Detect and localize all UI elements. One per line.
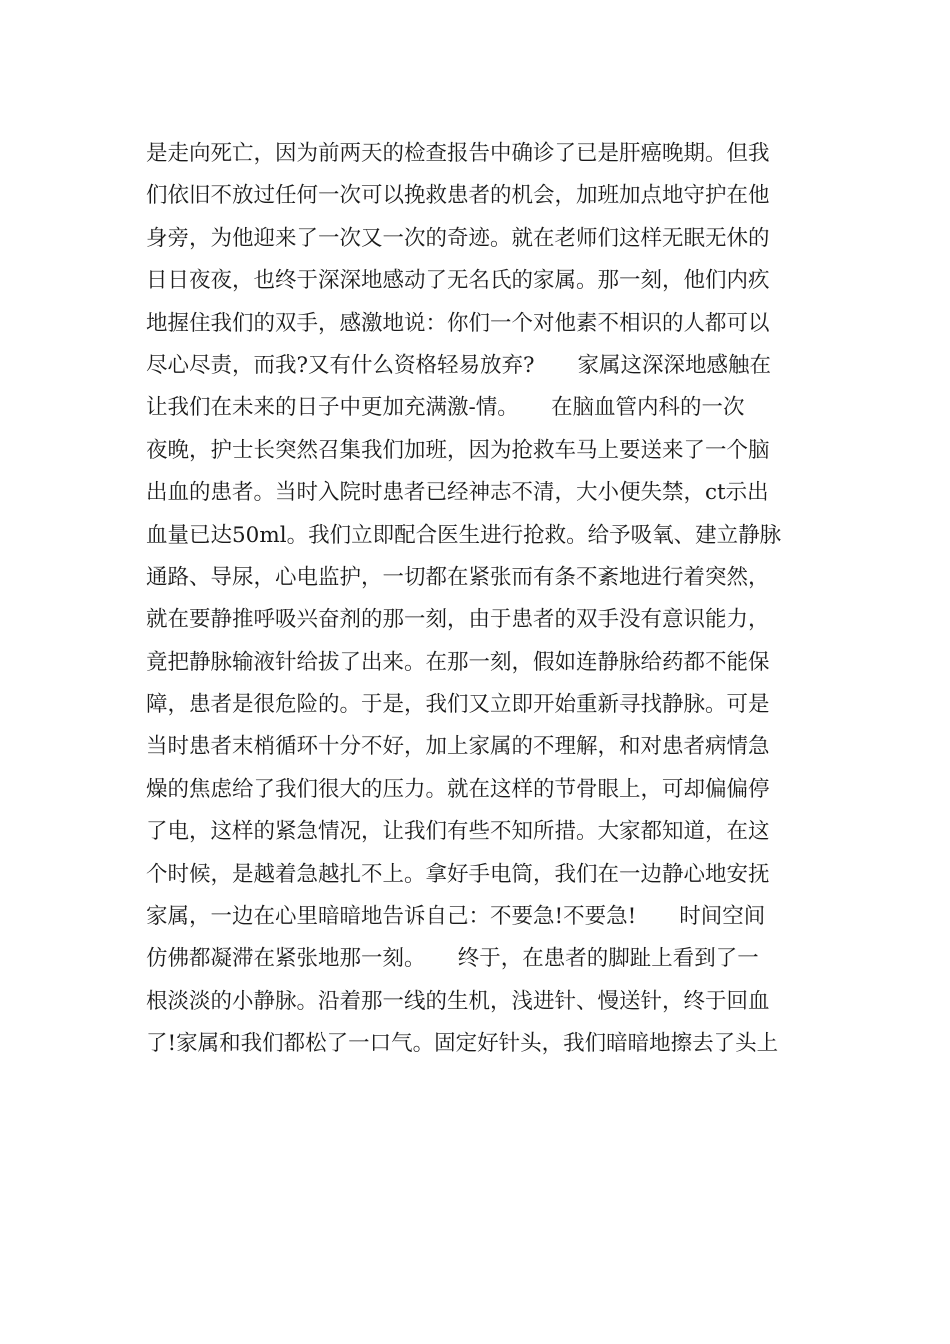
text-line: 身旁，为他迎来了一次又一次的奇迹。就在老师们这样无眠无休的: [146, 225, 770, 251]
text-line: 障，患者是很危险的。于是，我们又立即开始重新寻找静脉。可是: [146, 692, 770, 718]
text-line: 日日夜夜，也终于深深地感动了无名氏的家属。那一刻，他们内疚: [146, 268, 770, 294]
text-line: 仿佛都凝滞在紧张地那一刻。 终于，在患者的脚趾上看到了一: [146, 946, 759, 972]
text-line: 家属，一边在心里暗暗地告诉自己：不要急!不要急! 时间空间: [146, 904, 766, 930]
text-line: 夜晚，护士长突然召集我们加班，因为抢救车马上要送来了一个脑: [146, 437, 770, 463]
text-line: 血量已达50ml。我们立即配合医生进行抢救。给予吸氧、建立静脉: [146, 522, 782, 548]
body-text: [146, 133, 810, 1066]
text-line: 通路、导尿，心电监护，一切都在紧张而有条不紊地进行着突然，: [146, 564, 770, 590]
text-line: 了!家属和我们都松了一口气。固定好针头，我们暗暗地擦去了头上: [146, 1031, 779, 1057]
text-line: 竟把静脉输液针给拔了出来。在那一刻，假如连静脉给药都不能保: [146, 649, 770, 675]
text-line: 个时候，是越着急越扎不上。拿好手电筒，我们在一边静心地安抚: [146, 861, 770, 887]
text-line: 尽心尽责，而我?又有什么资格轻易放弃? 家属这深深地感触在: [146, 352, 772, 378]
text-line: 让我们在未来的日子中更加充满激-情。 在脑血管内科的一次: [146, 395, 745, 421]
text-line: 当时患者末梢循环十分不好，加上家属的不理解，和对患者病情急: [146, 734, 770, 760]
text-line: 们依旧不放过任何一次可以挽救患者的机会，加班加点地守护在他: [146, 183, 770, 209]
text-line: 地握住我们的双手，感激地说：你们一个对他素不相识的人都可以: [146, 310, 770, 336]
text-line: 出血的患者。当时入院时患者已经神志不清，大小便失禁，ct示出: [146, 480, 769, 506]
text-line: 了电，这样的紧急情况，让我们有些不知所措。大家都知道，在这: [146, 819, 770, 845]
text-line: 就在要静推呼吸兴奋剂的那一刻，由于患者的双手没有意识能力，: [146, 607, 770, 633]
text-line: 根淡淡的小静脉。沿着那一线的生机，浅进针、慢送针，终于回血: [146, 988, 770, 1014]
text-line: 燥的焦虑给了我们很大的压力。就在这样的节骨眼上，可却偏偏停: [146, 776, 770, 802]
text-line: 是走向死亡，因为前两天的检查报告中确诊了已是肝癌晚期。但我: [146, 141, 770, 166]
